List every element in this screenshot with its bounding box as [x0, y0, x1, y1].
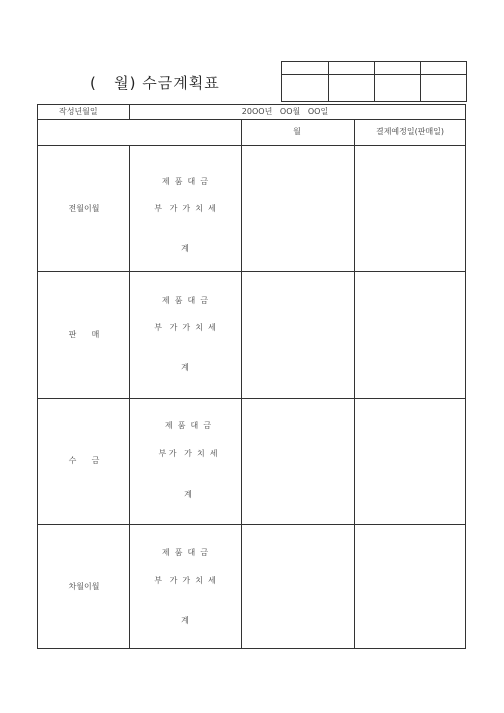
item-total: 계	[184, 490, 192, 499]
collection-plan-form	[37, 104, 466, 649]
item-product-price: 제 품 대 금	[161, 296, 209, 305]
section-label-carryover-next: 차월이월	[68, 582, 100, 591]
item-total: 계	[181, 616, 189, 625]
approval-cell[interactable]	[375, 75, 420, 102]
row-divider	[38, 119, 465, 120]
approval-cell[interactable]	[282, 75, 328, 102]
approval-cell[interactable]	[329, 75, 374, 102]
item-vat: 부 가 가 치 세	[154, 204, 216, 213]
month-entry-cell[interactable]	[242, 399, 354, 524]
month-entry-cell[interactable]	[242, 272, 354, 398]
item-product-price: 제 품 대 금	[164, 421, 212, 430]
date-label: 작성년월일	[59, 107, 98, 116]
settlement-entry-cell[interactable]	[355, 399, 465, 524]
settlement-entry-cell[interactable]	[355, 525, 465, 648]
approval-box	[281, 61, 467, 102]
item-total: 계	[181, 363, 189, 372]
date-value[interactable]: 20OO년 OO월 OO일	[241, 107, 329, 116]
approval-cell[interactable]	[421, 75, 467, 102]
column-divider	[129, 145, 130, 648]
item-vat: 부 가 가 치 세	[158, 449, 218, 458]
settlement-column-header: 결제예정일(판매일)	[375, 127, 445, 136]
settlement-entry-cell[interactable]	[355, 146, 465, 271]
item-product-price: 제 품 대 금	[161, 177, 209, 186]
document-title: ( 월) 수금계획표	[90, 74, 220, 92]
item-product-price: 제 품 대 금	[161, 548, 209, 557]
settlement-entry-cell[interactable]	[355, 272, 465, 398]
section-label-collection: 수 금	[68, 456, 100, 465]
column-divider	[129, 105, 130, 120]
section-label-carryover-prev: 전월이월	[68, 204, 100, 213]
item-vat: 부 가 가 치 세	[154, 576, 216, 585]
item-vat: 부 가 가 치 세	[154, 323, 216, 332]
item-total: 계	[181, 244, 189, 253]
month-entry-cell[interactable]	[242, 525, 354, 648]
section-label-sales: 판 매	[68, 330, 100, 339]
month-entry-cell[interactable]	[242, 146, 354, 271]
month-column-header: 월	[293, 127, 301, 136]
